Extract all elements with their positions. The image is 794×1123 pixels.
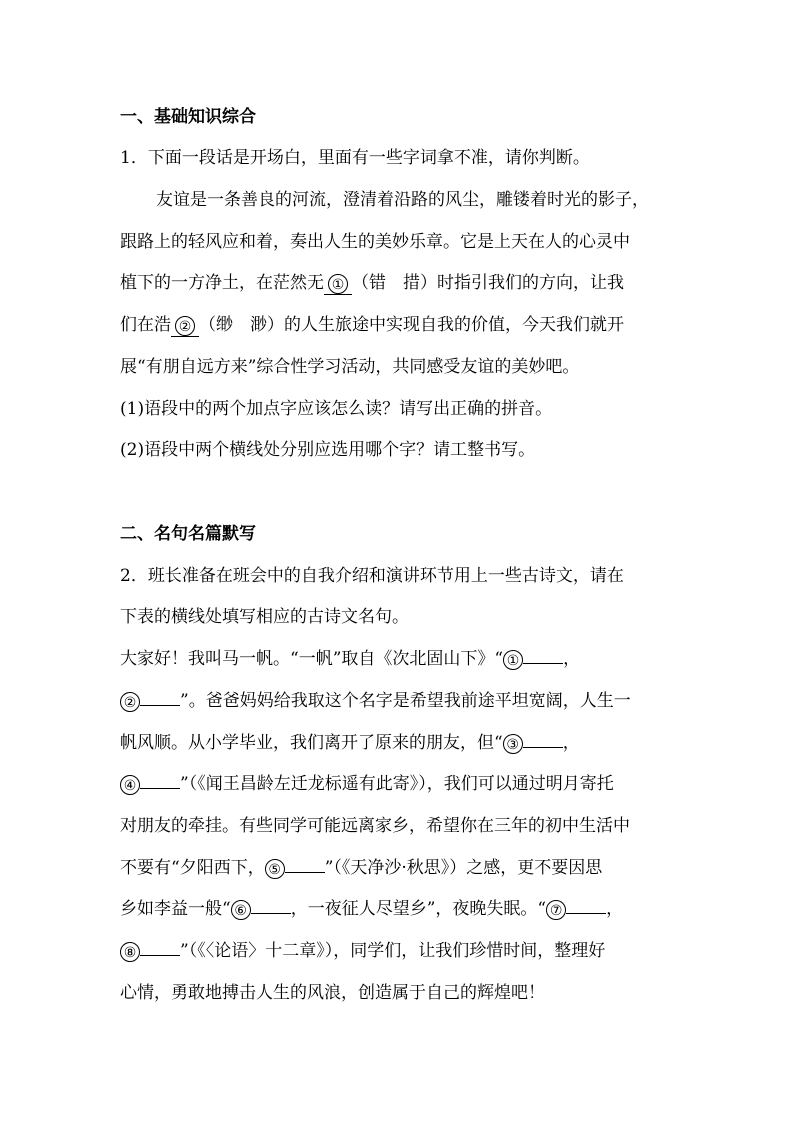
- blank-number-5: ⑤: [265, 859, 285, 879]
- question1-stem: 1．下面一段话是开场白，里面有一些字词拿不准，请你判断。: [120, 148, 590, 168]
- paragraph-line-3: [120, 271, 624, 295]
- paragraph-line-4: [120, 313, 624, 337]
- speech-line-6-text-b: ”（《天净沙·秋思》）之感，更不要因思: [324, 858, 603, 878]
- answer-blank-3[interactable]: [523, 731, 563, 748]
- blank-2-number: ②: [175, 316, 195, 336]
- speech-line-5: 对朋友的牵挂。有些同学可能远离家乡，希望你在三年的初中生活中: [120, 816, 630, 836]
- paragraph-line-4-text-b: （缈 渺）的人生旅途中实现自我的价值，今天我们就开: [199, 315, 624, 335]
- subquestion-2: (2)语段中两个横线处分别应选用哪个字？请工整书写。: [120, 440, 536, 460]
- answer-blank-2[interactable]: [140, 689, 180, 706]
- speech-line-1-text: 大家好！我叫马一帆。“一帆”取自《次北固山下》“: [120, 649, 504, 669]
- section2-title: 二、名句名篇默写: [120, 524, 256, 544]
- answer-blank-8[interactable]: [140, 939, 180, 956]
- speech-line-3: [120, 731, 580, 755]
- speech-line-6-text-a: 不要有“夕阳西下，: [120, 858, 265, 878]
- speech-line-4-text: ”（《闻王昌龄左迁龙标遥有此寄》），我们可以通过明月寄托: [180, 774, 614, 794]
- speech-line-4: [120, 772, 614, 796]
- speech-line-3-text: 帆风顺。从小学毕业，我们离开了原来的朋友，但“: [120, 733, 503, 753]
- speech-line-3-comma: ，: [562, 733, 580, 753]
- blank-1-number: ①: [328, 274, 348, 294]
- paragraph-line-1: 友谊是一条善良的河流，澄清着沿路的风尘，雕镂着时光的影子，: [156, 190, 649, 210]
- paragraph-line-2: 跟路上的轻风应和着，奏出人生的美妙乐章。它是上天在人的心灵中: [120, 232, 630, 252]
- paragraph-line-5: 展“有朋自远方来”综合性学习活动，共同感受友谊的美妙吧。: [120, 357, 580, 377]
- answer-blank-1[interactable]: [523, 647, 563, 664]
- question2-line-1: 2．班长准备在班会中的自我介绍和演讲环节用上一些古诗文，请在: [120, 566, 624, 586]
- blank-number-8: ⑧: [120, 942, 140, 962]
- answer-blank-4[interactable]: [140, 772, 180, 789]
- speech-line-2: [120, 689, 631, 713]
- paragraph-line-3-text-b: （错 措）时指引我们的方向，让我: [352, 273, 624, 293]
- speech-line-6: [120, 856, 602, 880]
- section1-title: 一、基础知识综合: [120, 107, 256, 127]
- blank-number-1: ①: [503, 650, 523, 670]
- speech-line-7-text-a: 乡如李益一般“: [120, 899, 231, 919]
- blank-number-2: ②: [120, 692, 140, 712]
- speech-line-7-comma: ，: [606, 899, 624, 919]
- answer-blank-7[interactable]: [566, 897, 606, 914]
- speech-line-1: [120, 647, 580, 671]
- speech-line-2-text: ”。爸爸妈妈给我取这个名字是希望我前途平坦宽阔，人生一: [180, 691, 631, 711]
- question2-line-2: 下表的横线处填写相应的古诗文名句。: [120, 607, 409, 627]
- speech-line-1-comma: ，: [563, 649, 581, 669]
- paragraph-line-3-text-a: 植下的一方净土，在茫然无: [120, 273, 324, 293]
- speech-line-7: [120, 897, 623, 921]
- blank-number-3: ③: [503, 734, 523, 754]
- paragraph-line-4-text-a: 们在浩: [120, 315, 171, 335]
- blank-number-4: ④: [120, 775, 140, 795]
- answer-blank-6[interactable]: [251, 897, 291, 914]
- blank-2[interactable]: [171, 315, 199, 337]
- blank-number-6: ⑥: [231, 900, 251, 920]
- blank-1[interactable]: [324, 273, 352, 295]
- speech-line-8: [120, 939, 605, 963]
- speech-line-7-text-b: ，一夜征人尽望乡”，夜晚失眠。“: [290, 899, 547, 919]
- answer-blank-5[interactable]: [285, 856, 325, 873]
- blank-number-7: ⑦: [546, 900, 566, 920]
- subquestion-1: (1)语段中的两个加点字应该怎么读？请写出正确的拼音。: [120, 399, 553, 419]
- speech-line-8-text: ”（《〈论语〉十二章》），同学们，让我们珍惜时间，整理好: [180, 941, 606, 961]
- speech-line-9: 心情，勇敢地搏击人生的风浪，创造属于自己的辉煌吧！: [120, 983, 545, 1003]
